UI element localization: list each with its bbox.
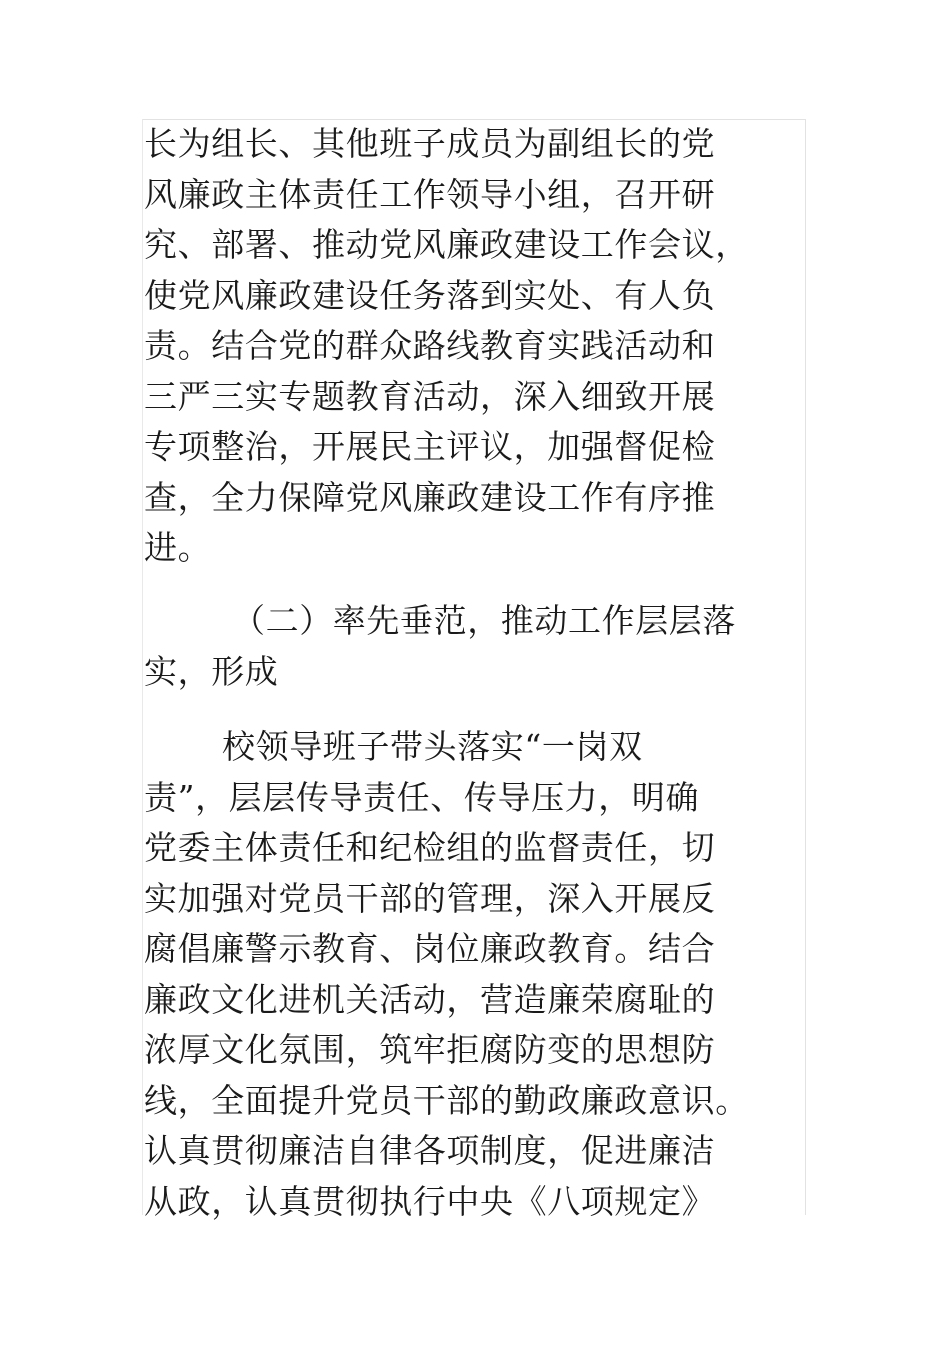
- paragraph-line: 使党风廉政建设任务落到实处、有人负: [144, 275, 716, 315]
- paragraph-line: 长为组长、其他班子成员为副组长的党: [144, 124, 716, 163]
- paragraph-line: 线，全面提升党员干部的勤政廉政意识。: [144, 1080, 749, 1120]
- paragraph-line: 究、部署、推动党风廉政建设工作会议，: [144, 225, 749, 264]
- paragraph-line: 责。结合党的群众路线教育实践活动和: [144, 326, 716, 365]
- paragraph-line: 三严三实专题教育活动，深入细致开展: [144, 376, 716, 416]
- paragraph-line: 校领导班子带头落实“一岗双: [222, 727, 643, 766]
- paragraph-line: 廉政文化进机关活动，营造廉荣腐耻的: [144, 979, 716, 1019]
- paragraph-line: 腐倡廉警示教育、岗位廉政教育。结合: [144, 929, 716, 968]
- paragraph-line: 风廉政主体责任工作领导小组，召开研: [144, 174, 716, 214]
- paragraph-line: 进。: [144, 528, 212, 567]
- paragraph-line: 实加强对党员干部的管理，深入开展反: [144, 878, 716, 918]
- section-heading: [144, 596, 794, 697]
- paragraph-line: 党委主体责任和纪检组的监督责任，切: [144, 828, 716, 867]
- paragraph-line: 责”，层层传导责任、传导压力，明确: [144, 777, 700, 817]
- paragraph-line: 浓厚文化氛围，筑牢拒腐防变的思想防: [144, 1030, 716, 1069]
- heading-line: 实，形成: [144, 651, 279, 691]
- paragraph-1: [144, 119, 794, 574]
- paragraph-line: 从政，认真贯彻执行中央《八项规定》: [144, 1181, 716, 1221]
- heading-line: （二）率先垂范，推动工作层层落: [232, 601, 736, 640]
- paragraph-line: 专项整治，开展民主评议，加强督促检: [144, 427, 716, 466]
- paragraph-line: 认真贯彻廉洁自律各项制度，促进廉洁: [144, 1131, 716, 1170]
- paragraph-2: [144, 722, 794, 1227]
- paragraph-line: 查，全力保障党风廉政建设工作有序推: [144, 477, 716, 517]
